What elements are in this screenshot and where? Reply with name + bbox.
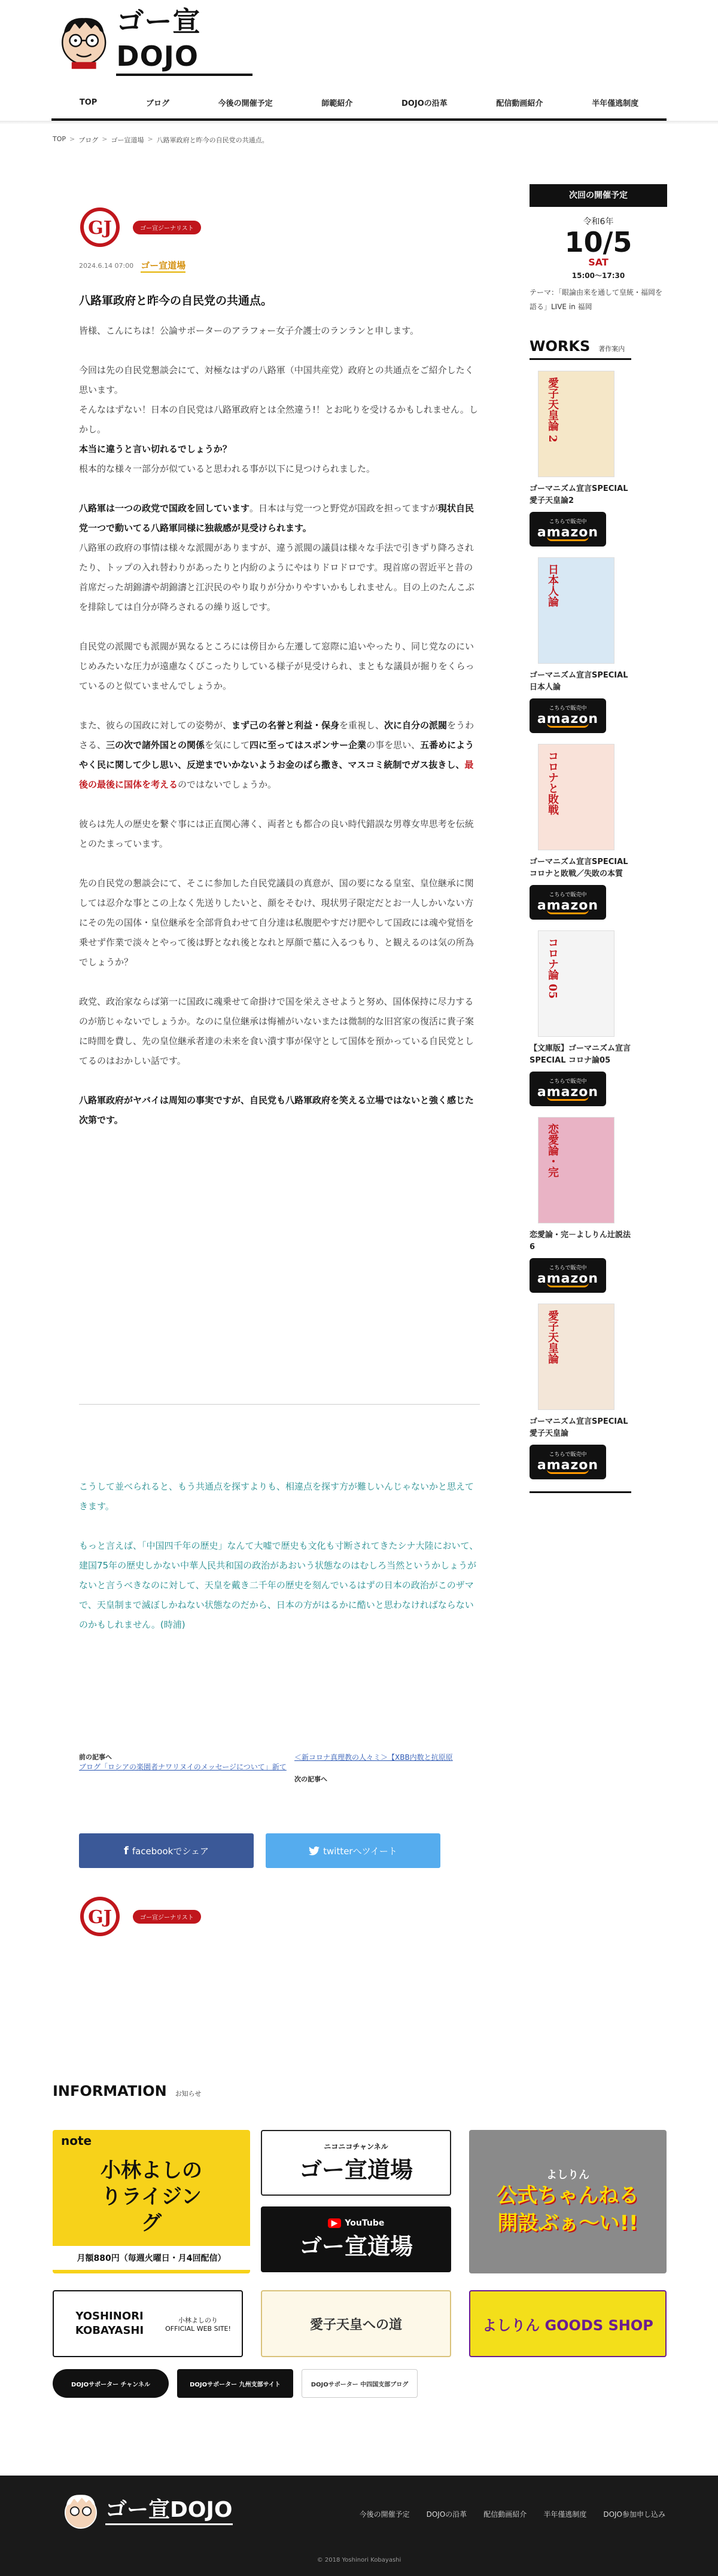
article-date: 2024.6.14 07:00: [79, 262, 134, 270]
banner-goods-shop[interactable]: [469, 2290, 667, 2357]
amazon-small-text: こちらで販売中: [549, 706, 587, 712]
amazon-smile-icon: [547, 1469, 589, 1474]
banner-official-channel[interactable]: [469, 2130, 667, 2273]
youtube-icon: ▶: [328, 2218, 342, 2228]
amazon-small-text: こちらで販売中: [549, 1079, 587, 1085]
banner-rising-title: 小林よしのりライジング: [101, 2159, 202, 2235]
next-label: 次の記事へ: [294, 1775, 327, 1783]
paragraph: 彼らは先人の歴史を繋ぐ事には正直関心薄く、両者とも都合の良い時代錯誤な男尊女卑思考を伝統とのたまっています。: [79, 819, 474, 849]
banner-rising-price: 月額880円（毎週火曜日・月4回配信）: [53, 2246, 250, 2270]
banner-supporter-channel[interactable]: DOJOサポーター チャンネル: [53, 2369, 169, 2398]
nav-shadow: [0, 121, 718, 124]
amazon-smile-icon: [547, 723, 589, 728]
bold-text: 三の次で諸外国との関係: [106, 740, 205, 750]
amazon-smile-icon: [547, 1283, 589, 1287]
text-span: 。日本は与党一つと野党が国政を担ってますが: [250, 503, 439, 514]
paragraph: 自民党の派閥でも派閥が異なるところには傍目から左遷して窓際に追いやったり、同じ党なのにいじめみたいな圧力が遠慮なくびこったりしている様子が見受けられ、まともな議員が掘りをくらっているのと似ていませんでしょうか。: [79, 641, 474, 691]
breadcrumb-current: 八路軍政府と昨今の自民党の共通点。: [156, 136, 269, 144]
text-span: をうわさる、: [79, 720, 474, 750]
book-item: [530, 1117, 631, 1293]
book-cover[interactable]: [538, 557, 614, 664]
facebook-share-label: facebookでシェア: [132, 1845, 209, 1857]
banner-aiko-road-title: 愛子天皇への道: [309, 2316, 402, 2333]
niconico-label: ニコニコチャンネル: [324, 2142, 388, 2151]
amazon-small-text: こちらで販売中: [549, 1265, 587, 1271]
bold-text: まず己の名誉と利益・保身: [232, 720, 340, 731]
nav-top[interactable]: TOP: [79, 97, 98, 107]
text-span: の事を思い、: [366, 740, 421, 750]
bold-text: 次に自分の派閥: [384, 720, 448, 731]
sidebar: [530, 184, 667, 1493]
banner-goods-shop-title: よしりん GOODS SHOP: [482, 2316, 653, 2334]
breadcrumb: [53, 135, 269, 145]
bold-text: 四に至ってはスポンサー企業: [250, 740, 367, 750]
bold-text: 本当に違うと言い切れるでしょうか？: [79, 444, 232, 454]
amazon-logo: amazon: [537, 1458, 599, 1473]
banner-chushikoku-blog[interactable]: DOJOサポーター 中四国支部ブログ: [302, 2369, 418, 2398]
book-title[interactable]: ゴーマニズム宣言SPECIAL 愛子天皇論: [530, 1417, 628, 1438]
banner-niconico[interactable]: [261, 2130, 451, 2196]
author-row: [79, 206, 480, 248]
next-event-time: 15:00〜17:30: [571, 271, 625, 280]
book-cover-title: 恋愛論・完: [546, 1124, 559, 1177]
works-underline: [530, 358, 631, 360]
book-item: [530, 930, 631, 1106]
mascot-face-icon: [60, 2490, 102, 2532]
footer-nav-history[interactable]: DOJOの沿革: [426, 2510, 467, 2519]
comment-paragraph: こうして並べられると、もう共通点を探すよりも、相違点を探す方が難しいんじゃないかと思えてきます。: [79, 1481, 474, 1512]
bold-text: 五番めにようやく民に関して少し思い、反逆までいかないようお金のばら撒き、マスコミ統制でガス抜きし、: [79, 740, 474, 770]
article-body: [79, 321, 480, 1130]
breadcrumb-separator: >: [102, 135, 108, 143]
mascot-face-icon: [55, 5, 112, 75]
nav-system[interactable]: 半年僅逃制度: [592, 99, 639, 108]
banner-niconico-title: ゴー宣道場: [299, 2156, 413, 2183]
works-title: WORKS: [530, 338, 591, 355]
footer-nav-videos[interactable]: 配信動画紹介: [483, 2510, 527, 2519]
site-logo[interactable]: [55, 5, 252, 75]
footer-nav-schedule[interactable]: 今後の開催予定: [359, 2510, 410, 2519]
global-nav: [55, 88, 663, 116]
breadcrumb-category[interactable]: ゴー宣道場: [111, 136, 144, 144]
author-badge[interactable]: ゴー宣ジーナリスト: [133, 1910, 201, 1924]
paragraph: [79, 361, 480, 479]
logo-text: ゴー宣DOJO: [116, 4, 252, 76]
next-event-era: 令和6年: [583, 217, 614, 227]
book-title[interactable]: 【文庫版】ゴーマニズム宣言SPECIAL コロナ論05: [530, 1044, 631, 1065]
breadcrumb-separator: >: [69, 135, 75, 143]
book-cover-title: 日本人論: [546, 564, 559, 607]
article-category[interactable]: ゴー宣道場: [141, 259, 185, 273]
banner-youtube[interactable]: [261, 2206, 451, 2272]
gj-logo-icon: [79, 206, 121, 248]
text-span: また、彼らの国政に対しての姿勢が、: [79, 720, 232, 731]
next-event-card[interactable]: [530, 207, 667, 314]
author-badge[interactable]: ゴー宣ジーナリスト: [133, 221, 201, 234]
youtube-text: YouTube: [345, 2218, 385, 2228]
prev-next-nav: [79, 1752, 480, 1784]
text-span: 根本的な様々一部分が似ていると思われる事が以下に見つけられました。: [79, 463, 376, 474]
book-item: [530, 744, 631, 920]
gj-logo-icon: [79, 1896, 121, 1937]
book-cover[interactable]: [538, 930, 614, 1037]
share-buttons: [79, 1833, 440, 1868]
prev-label: 前の記事へ: [79, 1753, 112, 1761]
book-item: [530, 371, 631, 547]
youtube-label: [328, 2218, 385, 2228]
text-span: 今回は先の自民党懇談会にて、対極なはずの八路軍（中国共産党）政府との共通点をご紹介したく思います。: [79, 365, 474, 395]
book-cover[interactable]: [538, 1117, 614, 1223]
amazon-small-text: こちらで販売中: [549, 519, 587, 525]
information-title: INFORMATION: [53, 2083, 167, 2099]
footer-nav-apply[interactable]: DOJO参加申し込み: [603, 2510, 665, 2519]
svg-text:GJ: GJ: [88, 1907, 112, 1928]
article: [79, 206, 480, 1150]
book-cover-title: 愛子天皇論: [546, 1310, 559, 1364]
book-title[interactable]: ゴーマニズム宣言SPECIAL コロナと敗戦／失敗の本質: [530, 857, 628, 878]
paragraph: 政党、政治家ならば第一に国政に魂乗せて命掛けで国を栄えさせようと努め、国体保持に尽力するのが筋じゃないでしょうか。なのに皇位継承は悔補がいないまたは微制的な旧宮家の復活に貴子案に時間を費し、先の皇位継承者達の未来を食い潰す事が保守として国体を預かっている自民党としてるのはおかしい話です。: [79, 996, 474, 1066]
footer-nav: [360, 2509, 665, 2519]
text-span: のではないでしょうか。: [178, 779, 277, 790]
paragraph: [79, 716, 480, 795]
banner-aiko-road[interactable]: [261, 2290, 451, 2357]
amazon-smile-icon: [547, 1096, 589, 1101]
book-cover-title: 愛子天皇論 2: [546, 377, 559, 442]
amazon-logo: amazon: [537, 1085, 599, 1100]
information-subtitle: お知らせ: [175, 2090, 202, 2098]
nav-videos[interactable]: 配信動画紹介: [496, 99, 543, 108]
banner-official-channel-title: 公式ちゃんねる 開設ぶぁ〜い!!: [497, 2184, 639, 2235]
works-heading: [530, 338, 667, 355]
book-list: [530, 371, 667, 1479]
twitter-share-button[interactable]: [266, 1833, 440, 1868]
text-span: 八路軍の政府の事情は様々な派閥がありますが、違う派閥の議員は様々な手法で引きずり降ろされたり、トップの入れ替わりがあったりと内紛のようにやはりドロドロです。現首席の習近平と昔の首席だった胡錦濤や胡錦濤と江沢民のやり取りが分かりやすいかもしれません。目の上のたんこぶを排除しては自分が降ろされるの繰り返しです。: [79, 542, 474, 612]
footer-logo[interactable]: [60, 2490, 233, 2532]
article-title: 八路軍政府と昨今の自民党の共通点。: [79, 294, 273, 307]
nav-blog[interactable]: ブログ: [145, 99, 169, 108]
banner-kyushu-site[interactable]: DOJOサポーター 九州支部サイト: [177, 2369, 293, 2398]
nav-masters[interactable]: 師範紹介: [321, 99, 353, 108]
footer-logo-text: ゴー宣DOJO: [105, 2497, 233, 2525]
amazon-button[interactable]: [530, 1072, 606, 1106]
amazon-smile-icon: [547, 536, 589, 541]
works-subtitle: 著作案内: [598, 345, 625, 353]
twitter-icon: [309, 1846, 320, 1855]
paragraph: [79, 499, 480, 617]
banner-official-site-sub: 小林よしのり OFFICIAL WEB SITE!: [165, 2316, 231, 2333]
book-title[interactable]: ゴーマニズム宣言SPECIAL 愛子天皇論2: [530, 484, 628, 505]
facebook-share-button[interactable]: [79, 1833, 254, 1868]
next-event-theme: テーマ：「眼論由来を通して皇統・福岡を語る」LIVE in 福岡: [530, 288, 663, 311]
footer-nav-system[interactable]: 半年僅逃制度: [543, 2510, 587, 2519]
author-footer: [79, 1896, 201, 1937]
amazon-smile-icon: [547, 909, 589, 914]
nav-schedule[interactable]: 今後の開催予定: [218, 99, 273, 108]
paragraph: 先の自民党の懇談会にて、そこに参加した自民党議員の真意が、国の要になる皇室、皇位継承に関しては忍介な事とこの上なく先送りしたいと、顔をそむけ、現状男子限定だとお一人しかいない方にその先の国体・皇位継承を全部背負わせて自分達は私腹肥やすだけ肥やして国政には魂や覚悟を乗せず作業で淡々とやって後は野となれ後となれと厚顔で墓に入るつもり、と観えるのは気の所為でしょうか？: [79, 878, 474, 967]
amazon-button[interactable]: [530, 885, 606, 920]
next-link[interactable]: ＜新コロナ真理教の人々ミ＞【XBB内数と抗原原: [294, 1753, 453, 1762]
text-span: そんなはずない！日本の自民党は八路軍政府とは全然違う!！とお叱りを受けるかもしれません。しかし。: [79, 404, 478, 435]
breadcrumb-top[interactable]: TOP: [53, 135, 66, 143]
twitter-share-label: twitterへツイート: [323, 1845, 397, 1857]
book-cover[interactable]: [538, 371, 614, 477]
book-item: [530, 1304, 631, 1479]
amazon-button[interactable]: [530, 698, 606, 733]
paragraph: 皆様、こんにちは！公論サポーターのアラフォー女子介護士のランランと申します。: [79, 325, 419, 336]
nav-history[interactable]: DOJOの沿革: [401, 99, 448, 108]
book-cover-title: コロナ論 05: [546, 937, 559, 999]
works-bottom-line: [530, 1491, 631, 1493]
amazon-logo: amazon: [537, 1271, 599, 1286]
bold-text: 八路軍政府がヤバイは周知の事実ですが、自民党も八路軍政府を笑える立場ではないと強く感じた次第です。: [79, 1095, 474, 1125]
book-item: [530, 557, 631, 733]
text-span: を気にして: [205, 740, 250, 750]
breadcrumb-separator: >: [147, 135, 153, 143]
bold-text: 八路軍は一つの政党で国政を回しています: [79, 503, 250, 514]
amazon-logo: amazon: [537, 525, 599, 540]
next-event-heading: 次回の開催予定: [530, 184, 667, 207]
prev-link[interactable]: ブログ「ロシアの楽園者ナワリヌイのメッセージについて」新て: [79, 1763, 287, 1771]
next-event-date: 10/5: [564, 226, 632, 258]
next-event-day: SAT: [588, 257, 609, 268]
text-span: を重視し、: [339, 720, 385, 731]
banner-official-site[interactable]: [53, 2290, 243, 2357]
facebook-icon: f: [123, 1844, 129, 1857]
amazon-small-text: こちらで販売中: [549, 892, 587, 898]
editor-comment: [79, 1477, 480, 1655]
banner-rising[interactable]: [53, 2130, 250, 2273]
amazon-logo: amazon: [537, 898, 599, 913]
amazon-button[interactable]: [530, 512, 606, 547]
article-divider: [79, 1404, 480, 1405]
note-logo: note: [61, 2134, 92, 2148]
banner-youtube-title: ゴー宣道場: [299, 2232, 413, 2260]
bold-text: 現状自民党一つで動いてる八路軍同様に独裁感が見受けられます。: [79, 503, 474, 533]
site-header: [0, 0, 718, 144]
banner-official-site-title: YOSHINORI KOBAYASHI: [75, 2310, 144, 2337]
comment-paragraph: もっと言えば、「中国四千年の歴史」なんて大嘘で歴史も文化も寸断されてきたシナ大陸において、建国75年の歴史しかない中華人民共和国の政治があおいう状態なのはむしろ当然というかしょうがないと言うべきなのに対して、天皇を戴き二千年の歴史を刻んでいるはずの日本の政治がこのザマで、天皇制まで滅ぼしかねない状態なのだから、日本の方がはるかに酷いと思わなければならないのかもしれません。(時浦): [79, 1540, 479, 1630]
amazon-logo: amazon: [537, 712, 599, 727]
book-cover-title: コロナと敗戦: [546, 750, 559, 815]
banner-official-channel-sub: よしりん: [546, 2169, 589, 2181]
red-text: 最後の最後に国体を考える: [79, 759, 474, 790]
amazon-small-text: こちらで販売中: [549, 1452, 587, 1458]
article-meta: [79, 259, 480, 273]
copyright: © 2018 Yoshinori Kobayashi: [317, 2557, 401, 2563]
information-heading: [53, 2083, 201, 2099]
amazon-button[interactable]: [530, 1258, 606, 1293]
book-cover[interactable]: [538, 744, 614, 850]
amazon-button[interactable]: [530, 1445, 606, 1479]
site-footer: [0, 2476, 718, 2576]
paragraph: [79, 1091, 480, 1130]
breadcrumb-blog[interactable]: ブログ: [78, 136, 99, 144]
book-title[interactable]: 恋愛論・完－よしりん辻説法6: [530, 1231, 631, 1252]
book-cover[interactable]: [538, 1304, 614, 1410]
svg-text:GJ: GJ: [88, 218, 112, 239]
book-title[interactable]: ゴーマニズム宣言SPECIAL 日本人論: [530, 671, 628, 692]
